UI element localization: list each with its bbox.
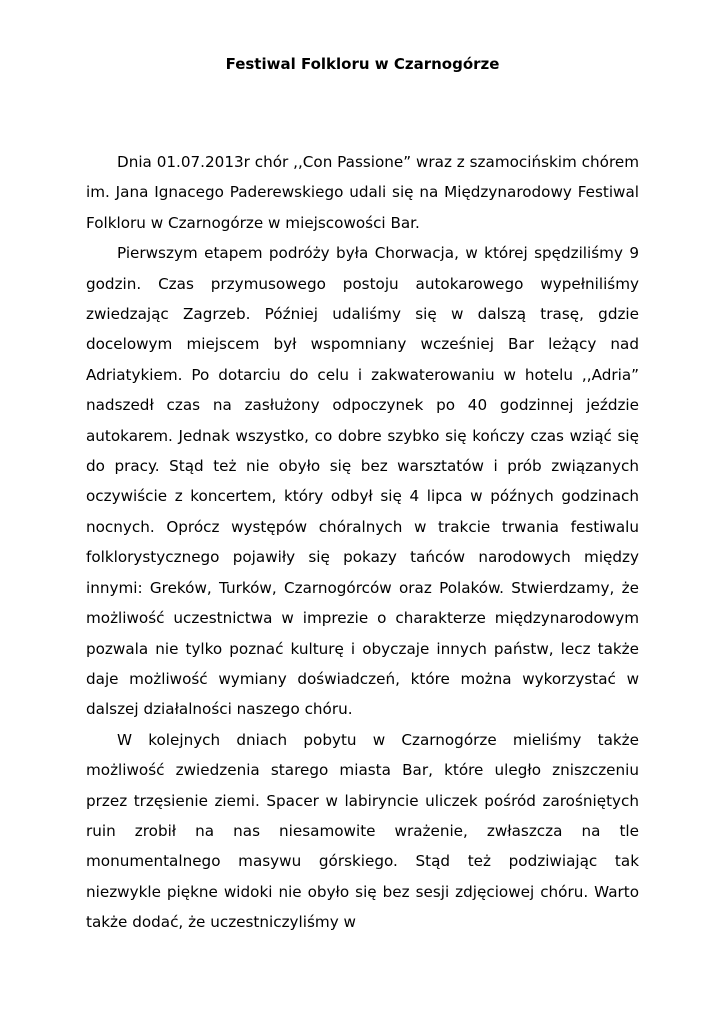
document-body xyxy=(86,147,639,938)
document-title: Festiwal Folkloru w Czarnogórze xyxy=(225,55,500,73)
paragraph-journey: Pierwszym etapem podróży była Chorwacja, w której spędziliśmy 9 godzin. Czas przymusowego postoju autokarowego wypełniliśmy zwiedzając Zagrzeb. Później udaliśmy się w dalszą trasę, gdzie docelowym miejscem był wspomniany wcześniej Bar leżący nad Adriatykiem. Po dotarciu do celu i zakwaterowaniu w hotelu ,,Adria” nadszedł czas na zasłużony odpoczynek po 40 godzinnej jeździe autokarem. Jednak wszystko, co dobre szybko się kończy czas wziąć się do pracy. Stąd też nie obyło się bez warsztatów i prób związanych oczywiście z koncertem, który odbył się 4 lipca w późnych godzinach nocnych. Oprócz występów chóralnych w trakcie trwania festiwalu folklorystycznego pojawiły się pokazy tańców narodowych między innymi: Greków, Turków, Czarnogórców oraz Polaków. Stwierdzamy, że możliwość uczestnictwa w imprezie o charakterze międzynarodowym pozwala nie tylko poznać kulturę i obyczaje innych państw, lecz także daje możliwość wymiany doświadczeń, które można wykorzystać w dalszej działalności naszego chóru. xyxy=(86,244,639,719)
paragraph-old-town: W kolejnych dniach pobytu w Czarnogórze mieliśmy także możliwość zwiedzenia starego miasta Bar, które uległo zniszczeniu przez trzęsienie ziemi. Spacer w labiryncie uliczek pośród zarośniętych ruin zrobił na nas niesamowite wrażenie, zwłaszcza na tle monumentalnego masywu górskiego. Stąd też podziwiając tak niezwykle piękne widoki nie obyło się bez sesji zdjęciowej chóru. Warto także dodać, że uczestniczyliśmy w xyxy=(86,730,639,932)
paragraph-intro: Dnia 01.07.2013r chór ,,Con Passione” wraz z szamocińskim chórem im. Jana Ignacego Paderewskiego udali się na Międzynarodowy Festiwal Folkloru w Czarnogórze w miejscowości Bar. xyxy=(86,153,639,232)
